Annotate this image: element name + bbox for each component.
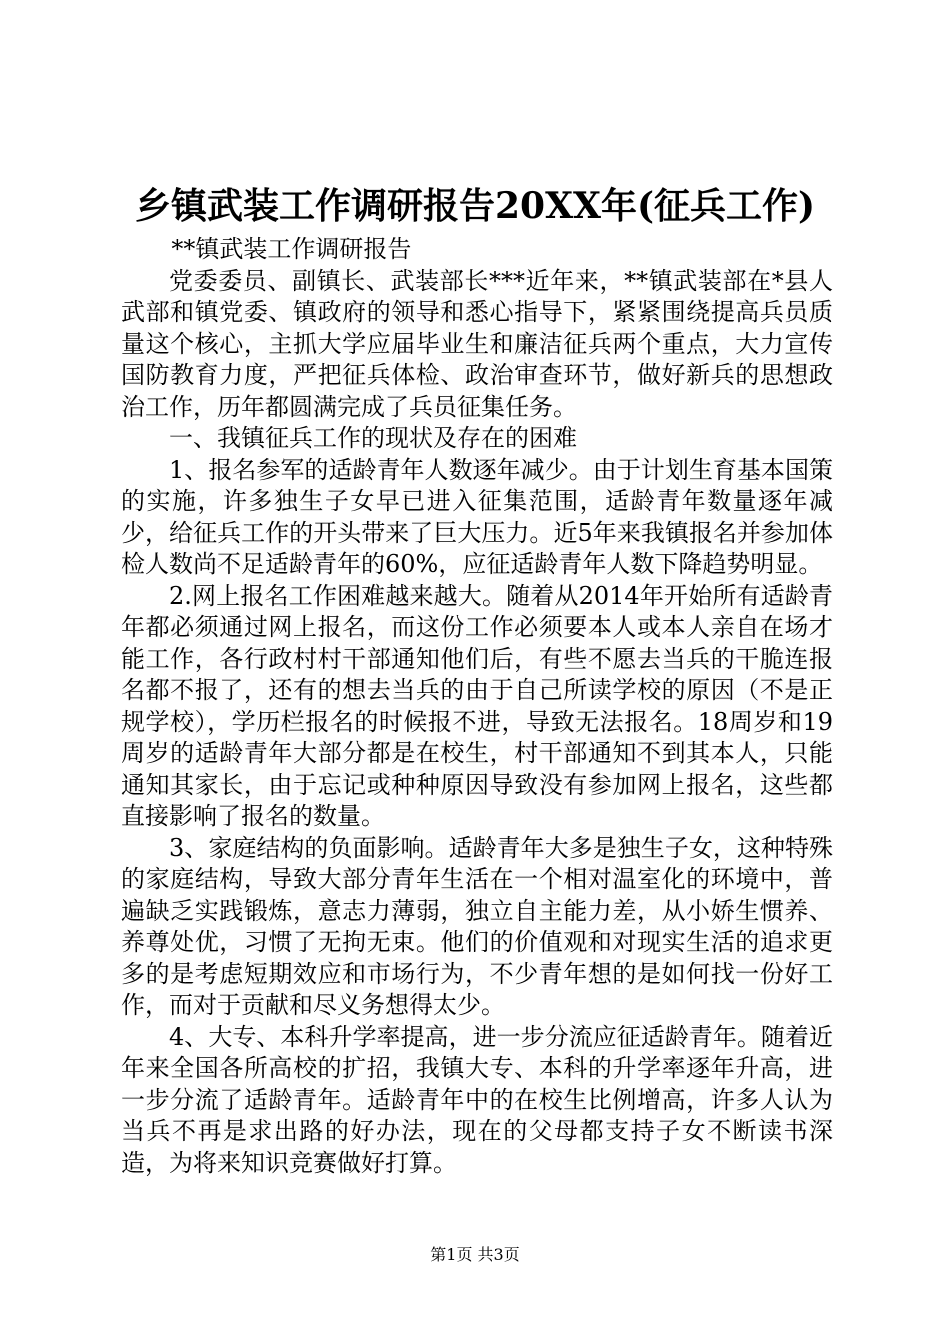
section-heading: 一、我镇征兵工作的现状及存在的困难 (169, 424, 577, 452)
paragraph-item-3: 3、家庭结构的负面影响。适龄青年大多是独生子女，这种特殊的家庭结构，导致大部分青年生活在一个相对温室化的环境中，普遍缺乏实践锻炼，意志力薄弱，独立自主能力差，从小娇生惯养、养尊处优，习惯了无拘无束。他们的价值观和对现实生活的追求更多的是考虑短期效应和市场行为，不少青年想的是如何找一份好工作，而对于贡献和尽义务想得太少。 (121, 833, 833, 1019)
intro-paragraph: 党委委员、副镇长、武装部长***近年来，**镇武装部在*县人武部和镇党委、镇政府的领导和悉心指导下，紧紧围绕提高兵员质量这个核心，主抓大学应届毕业生和廉洁征兵两个重点，大力宣传国防教育力度，严把征兵体检、政治审查环节，做好新兵的思想政治工作，历年都圆满完成了兵员征集任务。 (121, 266, 833, 421)
paragraph-item-4: 4、大专、本科升学率提高，进一步分流应征适龄青年。随着近年来全国各所高校的扩招，我镇大专、本科的升学率逐年升高，进一步分流了适龄青年。适龄青年中的在校生比例增高，许多人认为当兵不再是求出路的好办法，现在的父母都支持子女不断读书深造，为将来知识竞赛做好打算。 (121, 1022, 833, 1177)
document-body (121, 234, 833, 1179)
report-subtitle: **镇武装工作调研报告 (171, 235, 412, 263)
paragraph-item-2: 2.网上报名工作困难越来越大。随着从2014年开始所有适龄青年都必须通过网上报名，而这份工作必须要本人或本人亲自在场才能工作，各行政村村干部通知他们后，有些不愿去当兵的干脆连报名都不报了，还有的想去当兵的由于自己所读学校的原因（不是正规学校），学历栏报名的时候报不进，导致无法报名。18周岁和19周岁的适龄青年大部分都是在校生，村干部通知不到其本人，只能通知其家长，由于忘记或种种原因导致没有参加网上报名，这些都直接影响了报名的数量。 (121, 581, 833, 830)
paragraph-item-1: 1、报名参军的适龄青年人数逐年减少。由于计划生育基本国策的实施，许多独生子女早已进入征集范围，适龄青年数量逐年减少，给征兵工作的开头带来了巨大压力。近5年来我镇报名并参加体检人数尚不足适龄青年的60%，应征适龄青年人数下降趋势明显。 (121, 455, 833, 578)
page-number-footer: 第1页 共3页 (430, 1245, 520, 1264)
document-title: 乡镇武装工作调研报告20XX年(征兵工作) (134, 185, 816, 227)
